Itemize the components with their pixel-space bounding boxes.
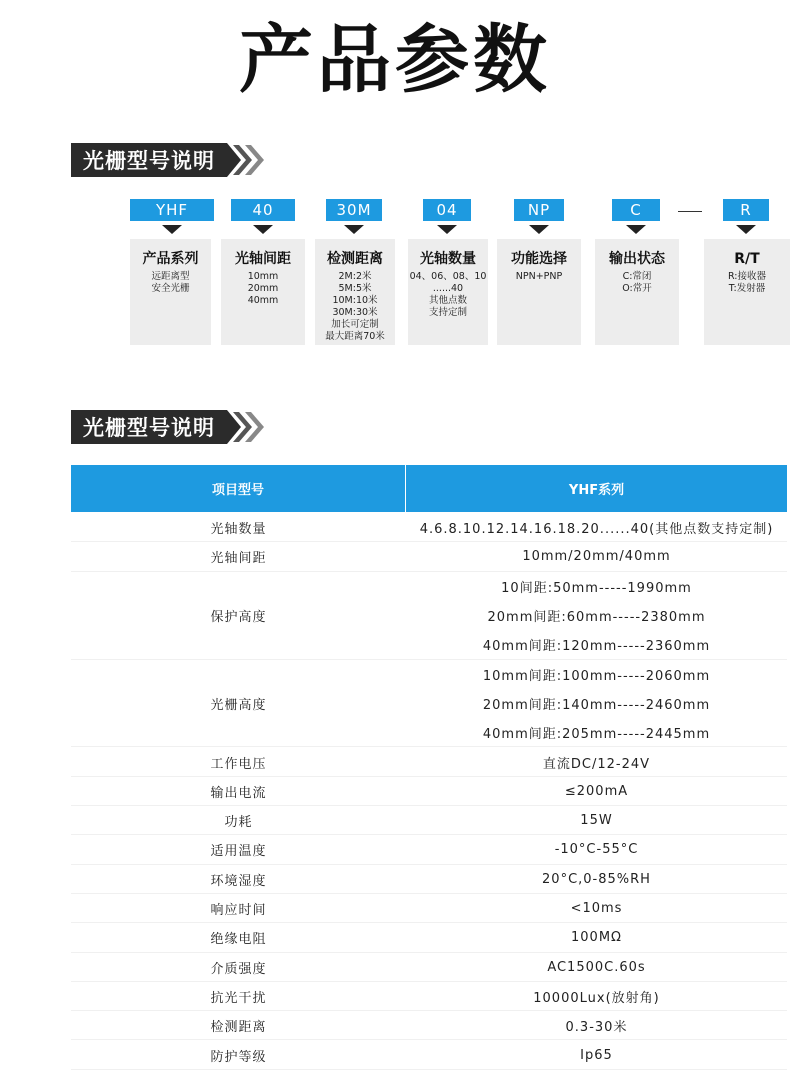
- table-row: [71, 806, 787, 835]
- row-label: 保护高度: [210, 610, 267, 626]
- description-line: 2M:2米: [338, 271, 372, 282]
- table-row: [71, 572, 787, 660]
- description-line: ......40: [432, 283, 464, 294]
- row-label: 抗光干扰: [210, 990, 267, 1006]
- description-title: 检测距离: [327, 251, 383, 267]
- row-value: 10间距:50mm-----1990mm: [501, 580, 692, 596]
- table-row: [71, 865, 787, 894]
- table-row: [71, 923, 787, 952]
- model-code-box: 40: [231, 199, 295, 221]
- arrow-down-icon: [344, 225, 364, 234]
- table-row: [71, 835, 787, 864]
- row-label: 光轴间距: [210, 551, 267, 567]
- row-label: 检测距离: [210, 1020, 267, 1036]
- section-title: 光栅型号说明: [71, 410, 227, 444]
- row-value: AC1500C.60s: [547, 959, 646, 975]
- row-value: 4.6.8.10.12.14.16.18.20......40(其他点数支持定制): [419, 522, 774, 538]
- row-label: 输出电流: [210, 785, 267, 801]
- row-label: 适用温度: [210, 844, 267, 860]
- row-value: 10mm间距:100mm-----2060mm: [482, 668, 711, 684]
- arrow-down-icon: [626, 225, 646, 234]
- description-title: 光轴数量: [420, 251, 476, 267]
- row-value: 40mm间距:120mm-----2360mm: [482, 639, 711, 655]
- description-line: 支持定制: [428, 307, 467, 318]
- row-label: 光栅高度: [210, 697, 267, 713]
- arrow-down-icon: [162, 225, 182, 234]
- table-row: [71, 542, 787, 571]
- description-line: 最大距离70米: [325, 331, 385, 342]
- row-value: 20mm间距:140mm-----2460mm: [482, 697, 711, 713]
- row-label: 光轴数量: [210, 522, 267, 538]
- row-label: 功耗: [224, 815, 253, 831]
- description-line: NPN+PNP: [515, 271, 563, 282]
- table-header-item: 项目型号: [71, 465, 406, 512]
- description-line: 04、06、08、10: [409, 271, 487, 282]
- row-value: 20mm间距:60mm-----2380mm: [487, 610, 706, 626]
- table-header-series: YHF系列: [568, 483, 625, 498]
- chevrons-right-icon: [227, 143, 271, 177]
- arrow-down-icon: [253, 225, 273, 234]
- section-header-model-code: [71, 143, 271, 177]
- table-row: [71, 747, 787, 776]
- description-title: 输出状态: [609, 251, 665, 267]
- model-code-description: [315, 239, 395, 345]
- table-row: [71, 982, 787, 1011]
- table-row: [71, 1011, 787, 1040]
- row-value: 20°C,0-85%RH: [542, 871, 651, 887]
- row-label: 响应时间: [210, 903, 267, 919]
- arrow-down-icon: [529, 225, 549, 234]
- description-line: R:接收器: [727, 271, 766, 282]
- description-line: 30M:30米: [332, 307, 378, 318]
- table-row: [71, 660, 787, 748]
- table-row: [71, 513, 787, 542]
- table-row: [71, 1040, 787, 1069]
- model-code-description: [704, 239, 790, 345]
- model-code-box: 30M: [326, 199, 382, 221]
- description-line: 20mm: [247, 283, 279, 294]
- description-line: 远距离型: [151, 271, 190, 282]
- description-title: 产品系列: [142, 251, 199, 267]
- table-row: [71, 777, 787, 806]
- section-title: 光栅型号说明: [71, 143, 227, 177]
- description-line: 40mm: [247, 295, 279, 306]
- arrow-down-icon: [736, 225, 756, 234]
- row-label: 绝缘电阻: [210, 932, 267, 948]
- description-line: 安全光栅: [151, 283, 190, 294]
- arrow-down-icon: [437, 225, 457, 234]
- description-title: 功能选择: [511, 251, 567, 267]
- description-line: 10mm: [247, 271, 279, 282]
- page-title: 产品参数: [239, 17, 551, 103]
- model-code-box: C: [612, 199, 660, 221]
- row-value: 0.3-30米: [565, 1020, 628, 1036]
- row-label: 工作电压: [210, 756, 267, 772]
- row-value: 10000Lux(放射角): [533, 990, 660, 1006]
- row-divider: [71, 1069, 787, 1070]
- row-value: 10mm/20mm/40mm: [522, 549, 671, 565]
- model-code-description: [221, 239, 305, 345]
- separator-dash: [678, 211, 702, 212]
- model-code-description: [497, 239, 581, 345]
- table-row: [71, 894, 787, 923]
- spec-table-header: [71, 465, 787, 512]
- description-title: R/T: [734, 251, 760, 267]
- row-value: Ip65: [580, 1047, 613, 1063]
- description-line: 其他点数: [428, 295, 467, 306]
- model-code-description: [408, 239, 488, 345]
- model-code-box: R: [723, 199, 769, 221]
- description-line: 加长可定制: [331, 319, 379, 330]
- description-line: T:发射器: [728, 283, 766, 294]
- description-title: 光轴间距: [235, 251, 291, 267]
- section-header-spec-table: [71, 410, 271, 444]
- row-value: 100MΩ: [571, 930, 622, 946]
- chevrons-right-icon: [227, 410, 271, 444]
- description-line: O:常开: [622, 283, 652, 294]
- row-value: 15W: [580, 813, 613, 829]
- model-code-description: [595, 239, 679, 345]
- model-code-box: YHF: [130, 199, 214, 221]
- description-line: 5M:5米: [338, 283, 372, 294]
- row-label: 介质强度: [210, 961, 267, 977]
- model-code-box: NP: [514, 199, 564, 221]
- row-value: ≤200mA: [564, 783, 629, 799]
- table-row: [71, 953, 787, 982]
- description-line: 10M:10米: [332, 295, 378, 306]
- row-value: 直流DC/12-24V: [542, 756, 651, 772]
- row-label: 防护等级: [210, 1049, 267, 1065]
- row-value: 40mm间距:205mm-----2445mm: [482, 727, 711, 743]
- description-line: C:常闭: [622, 271, 652, 282]
- model-code-description: [130, 239, 211, 345]
- row-label: 环境湿度: [210, 873, 267, 889]
- model-code-box: 04: [423, 199, 471, 221]
- row-value: -10°C-55°C: [554, 842, 639, 858]
- row-value: <10ms: [570, 901, 623, 917]
